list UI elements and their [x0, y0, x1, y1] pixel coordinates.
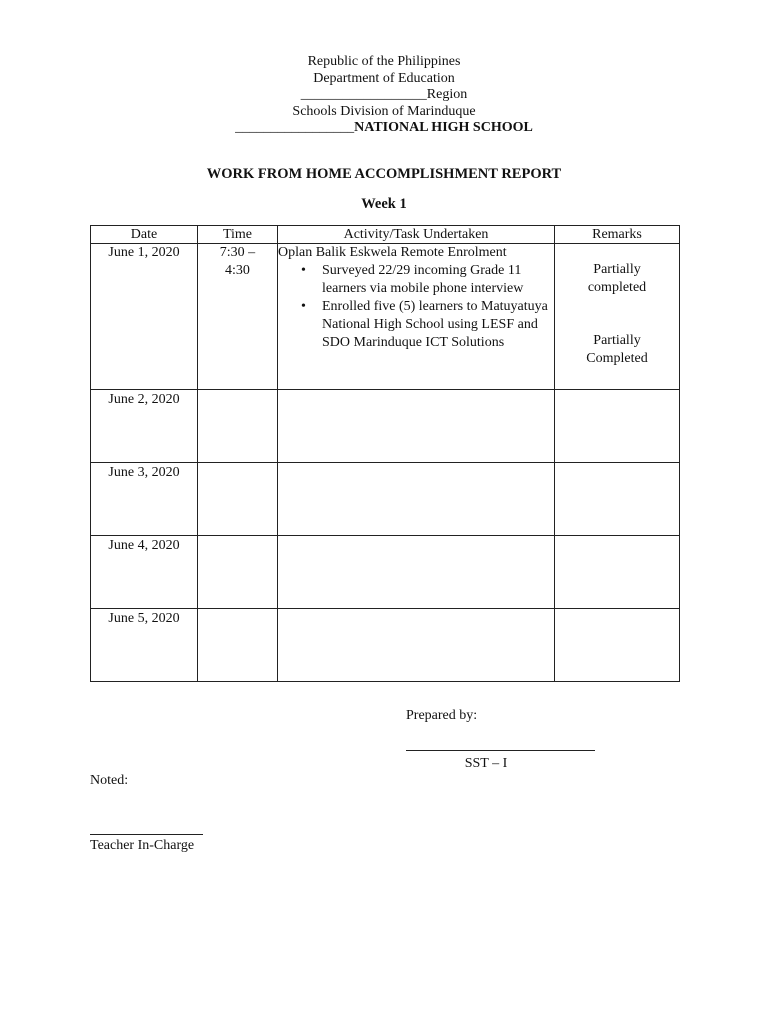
- remark-1-line1: Partially: [593, 262, 641, 277]
- bullet-text: Enrolled five (5) learners to Matuyatuya National High School using LESF and SDO Marinduque ICT Solutions: [322, 299, 548, 350]
- remarks-cell: [555, 390, 680, 463]
- date-cell: June 2, 2020: [91, 390, 198, 463]
- table-row: [91, 244, 680, 390]
- activity-bullet: [301, 262, 554, 298]
- column-header-date: Date: [91, 226, 198, 244]
- date-cell: June 4, 2020: [91, 536, 198, 609]
- time-cell: [198, 390, 278, 463]
- column-header-time: Time: [198, 226, 278, 244]
- noted-signature-line: [90, 822, 203, 835]
- region-blank: __________________: [300, 87, 427, 102]
- activity-bullet-list: [278, 262, 554, 352]
- activity-cell: [278, 244, 555, 390]
- prepared-by-label: Prepared by:: [406, 708, 478, 723]
- remarks-cell: [555, 536, 680, 609]
- remark-2-line1: Partially: [593, 333, 641, 348]
- document-header: [0, 54, 768, 137]
- table-row: [91, 536, 680, 609]
- table-header-row: [91, 226, 680, 244]
- remarks-cell: [555, 609, 680, 682]
- activity-heading: Oplan Balik Eskwela Remote Enrolment: [278, 245, 507, 260]
- column-header-remarks: Remarks: [555, 226, 680, 244]
- noted-role: Teacher In-Charge: [90, 838, 195, 853]
- header-country: Republic of the Philippines: [307, 54, 461, 69]
- date-cell: June 1, 2020: [91, 244, 198, 390]
- time-end: 4:30: [225, 263, 250, 278]
- time-cell: [198, 463, 278, 536]
- remark-1-line2: completed: [587, 280, 647, 295]
- table-row: [91, 390, 680, 463]
- report-week: Week 1: [361, 196, 407, 212]
- time-cell: [198, 536, 278, 609]
- remarks-cell: [555, 244, 680, 390]
- time-cell: [198, 244, 278, 390]
- activity-cell: [278, 536, 555, 609]
- header-department: Department of Education: [313, 70, 455, 86]
- header-region: [0, 87, 768, 104]
- bullet-text: Surveyed 22/29 incoming Grade 11 learners via mobile phone interview: [322, 263, 524, 296]
- activity-bullet: [301, 298, 554, 352]
- region-label: Region: [426, 87, 468, 102]
- remarks-cell: [555, 463, 680, 536]
- header-division: Schools Division of Marinduque: [292, 103, 476, 119]
- noted-label: Noted:: [90, 773, 129, 788]
- bullet-icon: •: [301, 299, 306, 314]
- accomplishment-table: [90, 225, 680, 682]
- date-cell: June 5, 2020: [91, 609, 198, 682]
- header-school: [0, 120, 768, 137]
- time-cell: [198, 609, 278, 682]
- school-blank: _________________: [235, 120, 355, 135]
- prepared-role: SST – I: [464, 756, 508, 771]
- column-header-activity: Activity/Task Undertaken: [278, 226, 555, 244]
- activity-cell: [278, 390, 555, 463]
- report-title: WORK FROM HOME ACCOMPLISHMENT REPORT: [206, 166, 562, 182]
- remark-2-line2: Completed: [586, 351, 648, 366]
- prepared-signature-line: [406, 736, 595, 751]
- table-row: [91, 609, 680, 682]
- time-start: 7:30 –: [219, 245, 256, 260]
- date-cell: June 3, 2020: [91, 463, 198, 536]
- school-label: NATIONAL HIGH SCHOOL: [354, 120, 533, 135]
- activity-cell: [278, 609, 555, 682]
- bullet-icon: •: [301, 263, 306, 278]
- activity-cell: [278, 463, 555, 536]
- table-row: [91, 463, 680, 536]
